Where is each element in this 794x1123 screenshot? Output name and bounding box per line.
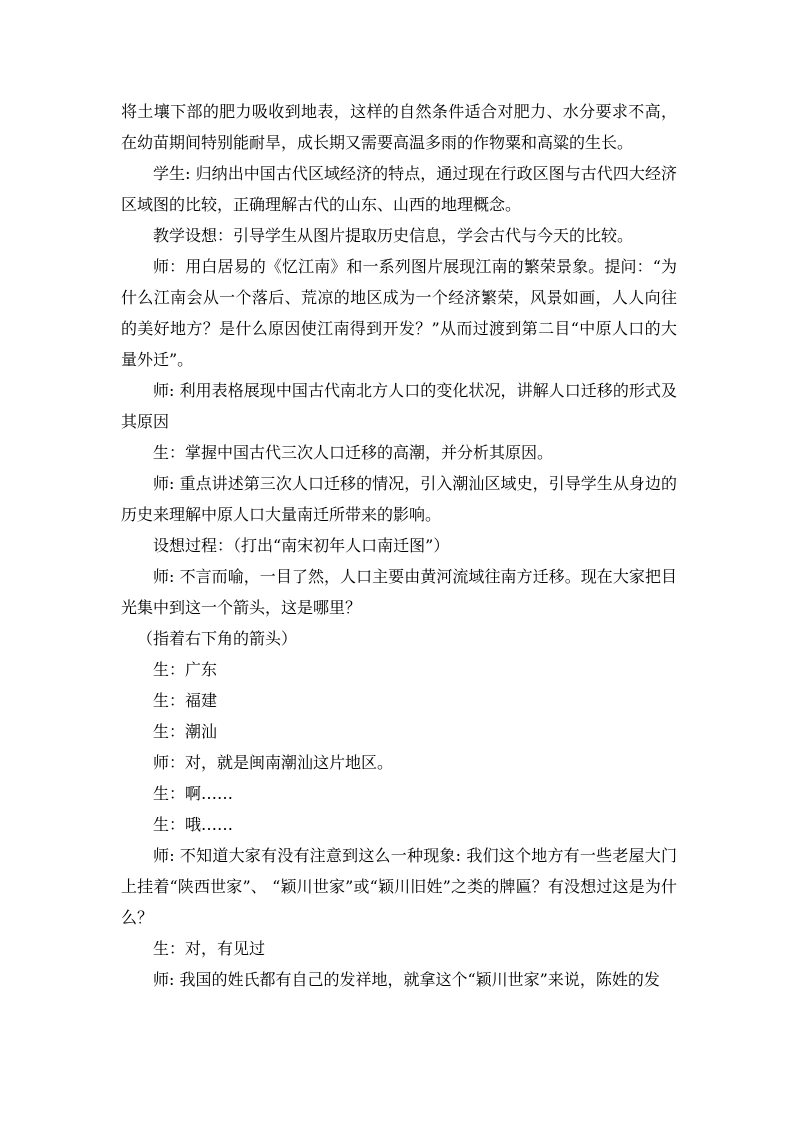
paragraph-2: 学生: 归纳出中国古代区域经济的特点，通过现在行政区图与古代四大经济区域图的比较，正确理解古代的山东、山西的地理概念。: [121, 164, 677, 214]
paragraph-1: 将土壤下部的肥力吸收到地表，这样的自然条件适合对肥力、水分要求不高，在幼苗期间特别能耐旱，成长期又需要高温多雨的作物粟和高粱的生长。: [121, 102, 677, 152]
paragraph-14: 师：对，就是闽南潮汕这片地区。: [153, 753, 394, 772]
paragraph-12: 生：福建: [153, 691, 218, 710]
paragraph-7: 师: 重点讲述第三次人口迁移的情况，引入潮汕区域史，引导学生从身边的历史来理解中原人口大量南迁所带来的影响。: [121, 474, 677, 524]
paragraph-3: 教学设想：引导学生从图片提取历史信息，学会古代与今天的比较。: [153, 226, 634, 245]
paragraph-9: 师: 不言而喻，一目了然，人口主要由黄河流域往南方迁移。现在大家把目光集中到这一个箭头，这是哪里？: [121, 567, 677, 617]
paragraph-16: 生：哦……: [153, 815, 234, 834]
document-body: [121, 96, 677, 995]
paragraph-4: 师：用白居易的《忆江南》和一系列图片展现江南的繁荣景象。提问：“为什么江南会从一个落后、荒凉的地区成为一个经济繁荣，风景如画，人人向往的美好地方？是什么原因使江南得到开发？”从而过渡到第二目“中原人口的大量外迁”。: [121, 257, 677, 369]
paragraph-10: （指着右下角的箭头）: [137, 629, 298, 648]
paragraph-8: 设想过程：（打出“南宋初年人口南迁图”）: [153, 536, 450, 555]
paragraph-17: 师: 不知道大家有没有注意到这么一种现象: 我们这个地方有一些老屋大门上挂着“陕西世家”、 “颖川世家”或“颖川旧姓”之类的牌匾？有没想过这是为什么？: [121, 846, 677, 927]
paragraph-6: 生：掌握中国古代三次人口迁移的高潮，并分析其原因。: [153, 443, 554, 462]
paragraph-19: 师: 我国的姓氏都有自己的发祥地，就拿这个“颖川世家”来说，陈姓的发: [153, 970, 660, 989]
paragraph-11: 生：广东: [153, 660, 218, 679]
paragraph-18: 生：对，有见过: [153, 939, 266, 958]
paragraph-13: 生：潮汕: [153, 722, 218, 741]
paragraph-5: 师: 利用表格展现中国古代南北方人口的变化状况，讲解人口迁移的形式及其原因: [121, 381, 677, 431]
paragraph-15: 生：啊……: [153, 784, 234, 803]
